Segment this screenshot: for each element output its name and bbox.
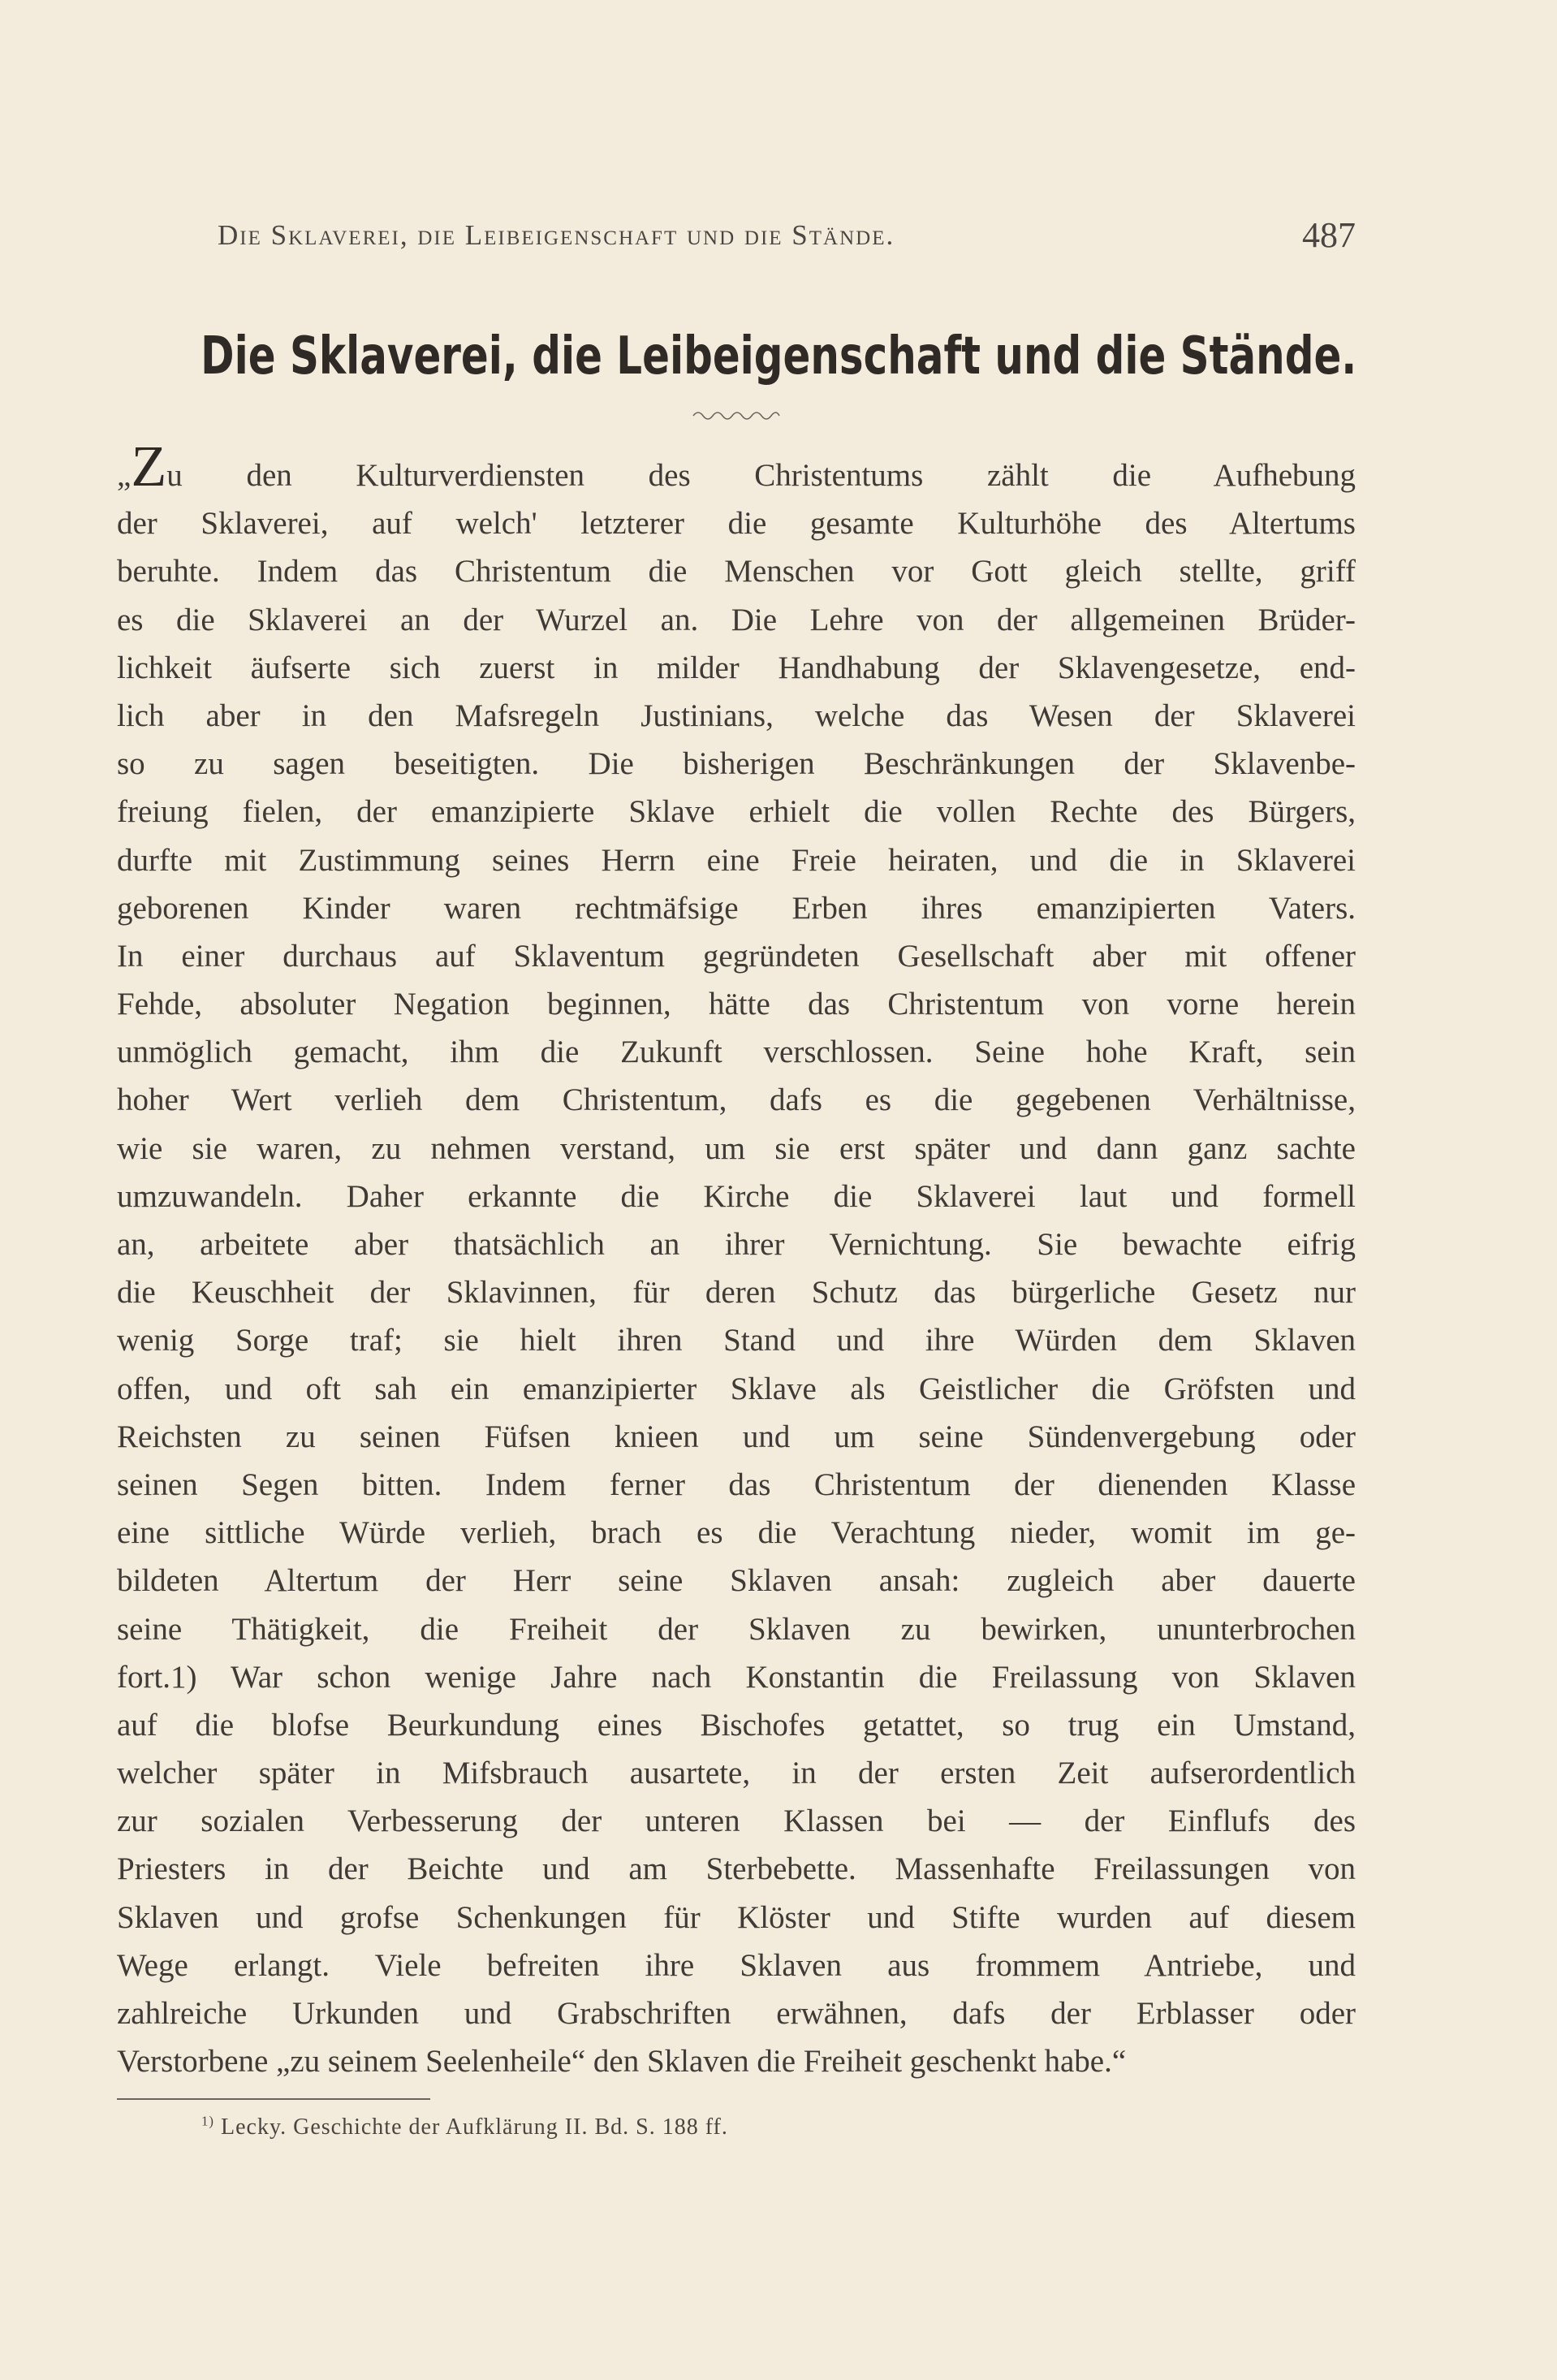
opening-quote: „ <box>117 458 132 493</box>
page-number: 487 <box>1302 215 1356 255</box>
text-line: geborenen Kinder waren rechtmäfsige Erben ihres emanzipierten Vaters. <box>117 890 1356 926</box>
footnote <box>201 2114 728 2140</box>
text-line: zur sozialen Verbesserung der unteren Klassen bei — der Einflufs des <box>117 1803 1356 1839</box>
drop-letter: Z <box>131 434 167 499</box>
text-line-1 <box>117 434 1356 499</box>
text-line: zahlreiche Urkunden und Grabschriften erwähnen, dafs der Erblasser oder <box>117 1996 1356 2031</box>
text-line: eine sittliche Würde verlieh, brach es die Verachtung nieder, womit im ge- <box>117 1515 1356 1551</box>
text-line: lich aber in den Mafsregeln Justinians, welche das Wesen der Sklaverei <box>117 698 1356 733</box>
text-line: wie sie waren, zu nehmen verstand, um sie erst später und dann ganz sachte <box>117 1130 1356 1166</box>
text-line: In einer durchaus auf Sklaventum gegründeten Gesellschaft aber mit offener <box>117 938 1356 974</box>
text-line: Sklaven und grofse Schenkungen für Klöster und Stifte wurden auf diesem <box>117 1899 1356 1935</box>
text-line: durfte mit Zustimmung seines Herrn eine Freie heiraten, und die in Sklaverei <box>117 842 1356 878</box>
text-line: Reichsten zu seinen Füfsen knieen und um seine Sündenvergebung oder <box>117 1419 1356 1454</box>
text-line: Wege erlangt. Viele befreiten ihre Sklaven aus frommem Antriebe, und <box>117 1947 1356 1983</box>
text-line: unmöglich gemacht, ihm die Zukunft verschlossen. Seine hohe Kraft, sein <box>117 1035 1356 1070</box>
text-line: Fehde, absoluter Negation beginnen, hätte das Christentum von vorne herein <box>117 987 1356 1022</box>
text-line: seine Thätigkeit, die Freiheit der Sklaven zu bewirken, ununterbrochen <box>117 1611 1356 1647</box>
text-line: an, arbeitete aber thatsächlich an ihrer Vernichtung. Sie bewachte eifrig <box>117 1227 1356 1262</box>
footnote-text: Lecky. Geschichte der Aufklärung II. Bd. S. 188 ff. <box>213 2114 728 2140</box>
text-line: freiung fielen, der emanzipierte Sklave erhielt die vollen Rechte des Bürgers, <box>117 794 1356 830</box>
text-line: Priesters in der Beichte und am Sterbebette. Massenhafte Freilassungen von <box>117 1851 1356 1887</box>
title-ornament <box>692 406 781 422</box>
text-line: beruhte. Indem das Christentum die Menschen vor Gott gleich stellte, griff <box>117 554 1356 590</box>
text-line: seinen Segen bitten. Indem ferner das Christentum der dienenden Klasse <box>117 1466 1356 1502</box>
text-line: so zu sagen beseitigten. Die bisherigen Beschränkungen der Sklavenbe- <box>117 746 1356 782</box>
text-line: auf die blofse Beurkundung eines Bischofes getattet, so trug ein Umstand, <box>117 1707 1356 1743</box>
text-line-last: Verstorbene „zu seinem Seelenheile“ den Sklaven die Freiheit geschenkt habe.“ <box>117 2044 1127 2080</box>
text-line: der Sklaverei, auf welch' letzterer die gesamte Kulturhöhe des Altertums <box>117 506 1356 542</box>
text-line: es die Sklaverei an der Wurzel an. Die Lehre von der allgemeinen Brüder- <box>117 602 1356 637</box>
text-line: fort.1) War schon wenige Jahre nach Konstantin die Freilassung von Sklaven <box>117 1659 1356 1695</box>
text-line: umzuwandeln. Daher erkannte die Kirche die Sklaverei laut und formell <box>117 1178 1356 1214</box>
text-line: die Keuschheit der Sklavinnen, für deren Schutz das bürgerliche Gesetz nur <box>117 1275 1356 1311</box>
chapter-title: Die Sklaverei, die Leibeigenschaft und die Stände. <box>201 326 1357 387</box>
body-text <box>117 434 1356 2085</box>
running-head: Die Sklaverei, die Leibeigenschaft und die Stände. <box>218 219 895 251</box>
text-line: welcher später in Mifsbrauch ausartete, in der ersten Zeit aufserordentlich <box>117 1756 1356 1791</box>
text-line: lichkeit äufserte sich zuerst in milder Handhabung der Sklavengesetze, end- <box>117 650 1356 685</box>
text-line: bildeten Altertum der Herr seine Sklaven ansah: zugleich aber dauerte <box>117 1563 1356 1599</box>
footnote-rule <box>117 2098 430 2100</box>
text-line: hoher Wert verlieh dem Christentum, dafs es die gegebenen Verhältnisse, <box>117 1082 1356 1118</box>
line-text: u den Kulturverdiensten des Christentums zählt die Aufhebung <box>166 458 1356 493</box>
footnote-marker: 1) <box>201 2113 214 2129</box>
text-line: wenig Sorge traf; sie hielt ihren Stand und ihre Würden dem Sklaven <box>117 1323 1356 1358</box>
text-line: offen, und oft sah ein emanzipierter Sklave als Geistlicher die Gröfsten und <box>117 1371 1356 1406</box>
